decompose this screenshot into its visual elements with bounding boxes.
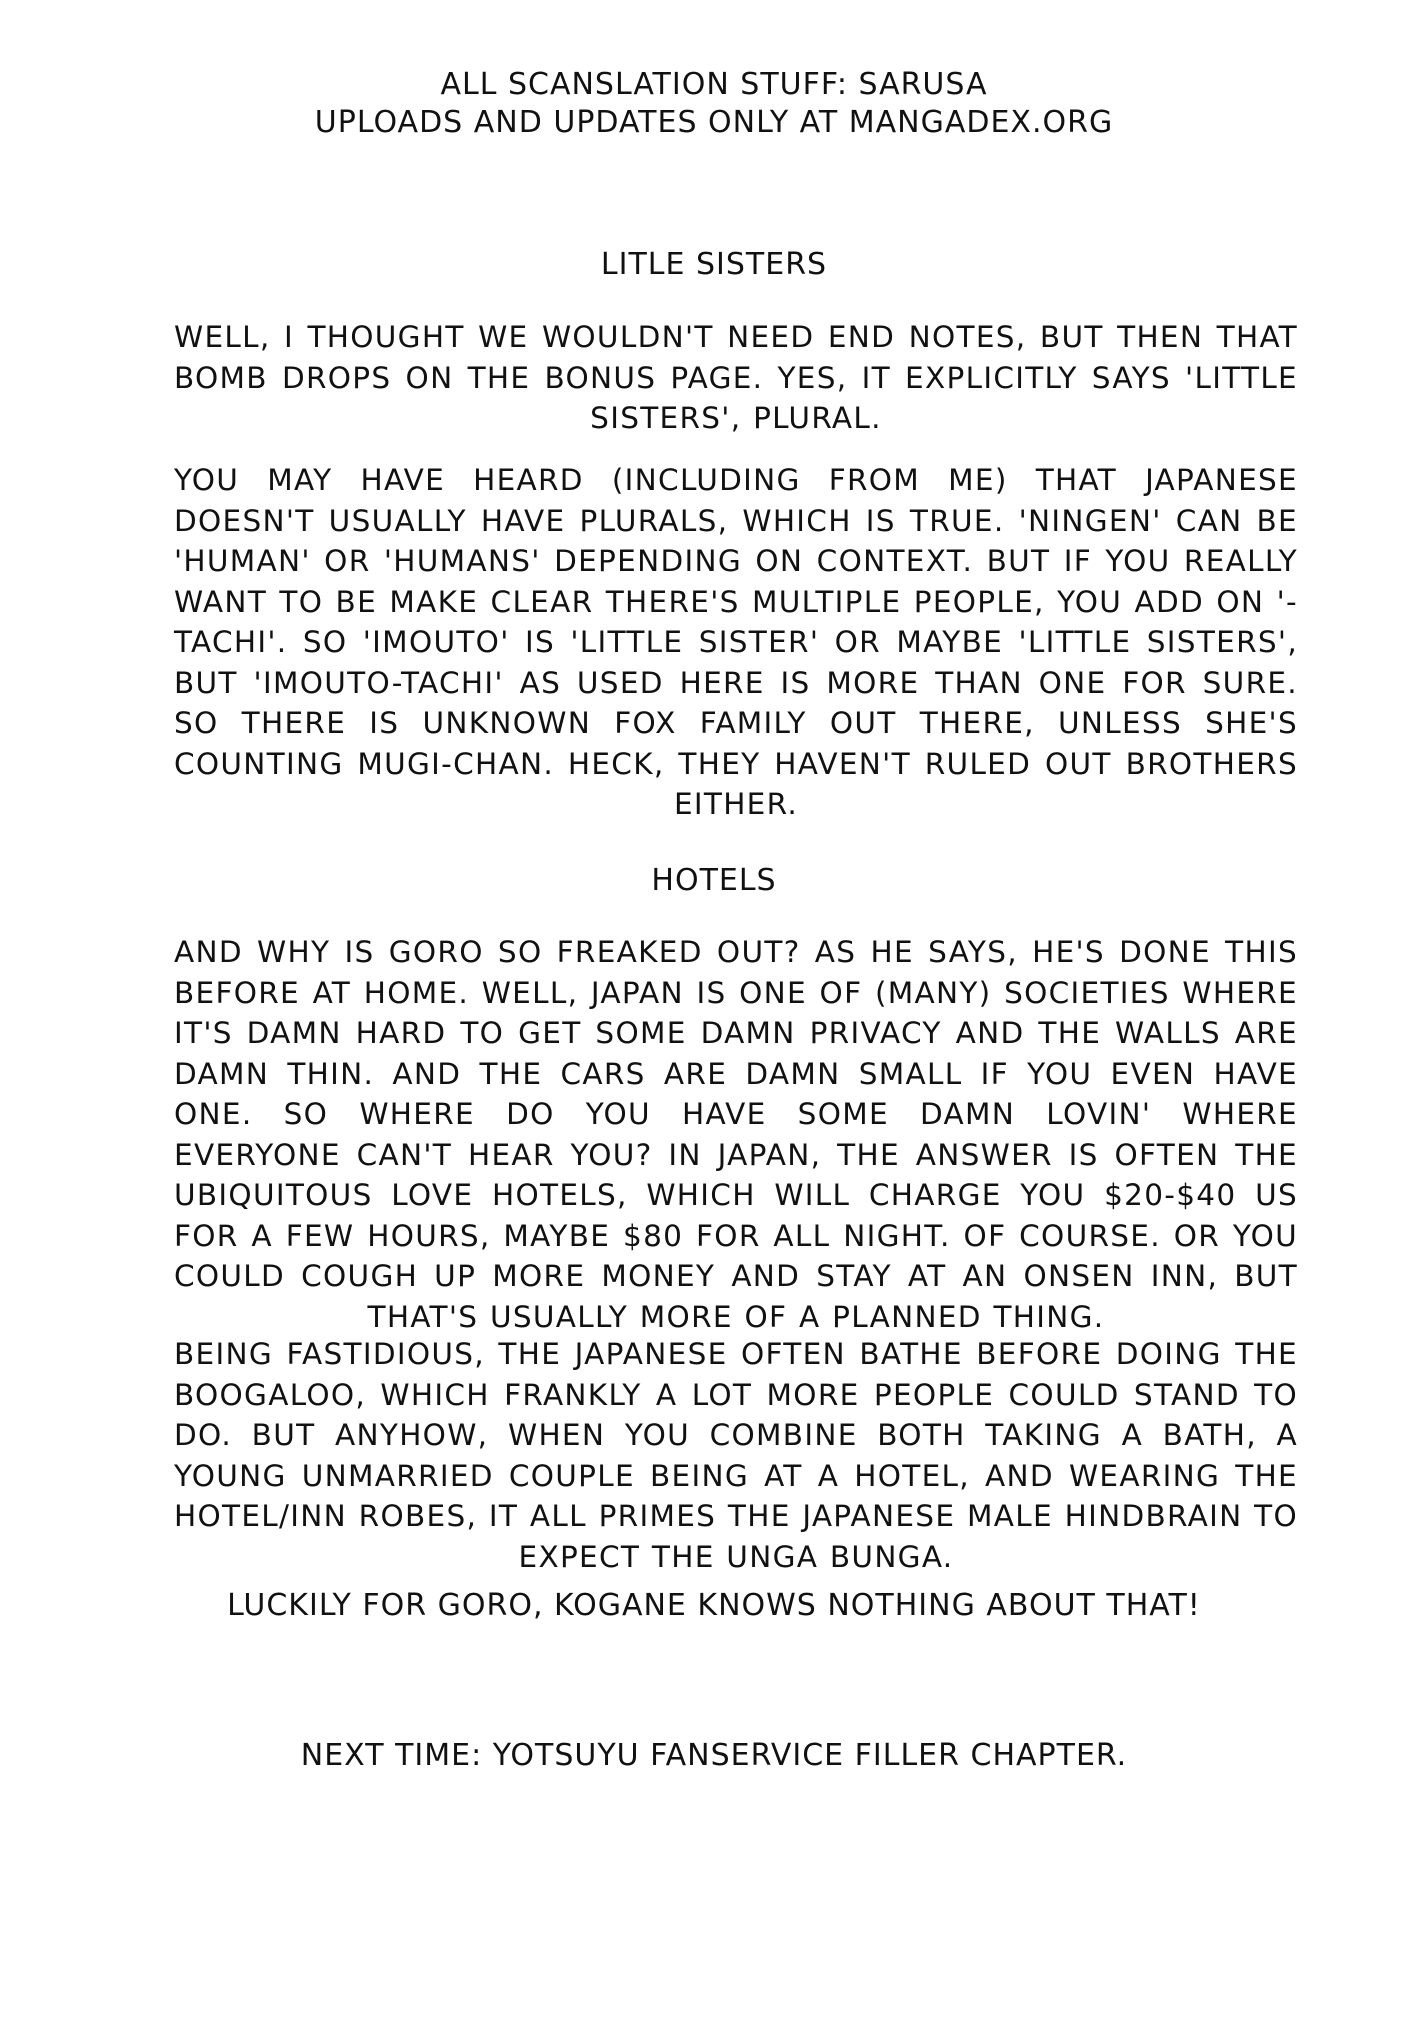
paragraph-text: YOU MAY HAVE HEARD (INCLUDING FROM ME) THAT JAPANESE DOESN'T USUALLY HAVE PLURALS, WHICH IS TRUE. 'NINGEN' CAN BE 'HUMAN' OR 'HUMANS' DEPENDING ON CONTEXT. BUT IF YOU REALLY WANT TO BE MAKE CLEAR THERE'S MULTIPLE PEOPLE, YOU ADD ON '-TACHI'. SO 'IMOUTO' IS 'LITTLE SISTER' OR MAYBE 'LITTLE SISTERS', BUT 'IMOUTO-TACHI' AS USED HERE IS MORE THAN ONE FOR SURE. SO THERE IS UNKNOWN FOX FAMILY OUT THERE, UNLESS SHE'S COUNTING MUGI-CHAN. HECK, THEY HAVEN'T RULED OUT BROTHERS EITHER. <box>174 463 1298 821</box>
paragraph-text: AND WHY IS GORO SO FREAKED OUT? AS HE SAYS, HE'S DONE THIS BEFORE AT HOME. WELL, JAPAN IS ONE OF (MANY) SOCIETIES WHERE IT'S DAMN HARD TO GET SOME DAMN PRIVACY AND THE WALLS ARE DAMN THIN. AND THE CARS ARE DAMN SMALL IF YOU EVEN HAVE ONE. SO WHERE DO YOU HAVE SOME DAMN LOVIN' WHERE EVERYONE CAN'T HEAR YOU? IN JAPAN, THE ANSWER IS OFTEN THE UBIQUITOUS LOVE HOTELS, WHICH WILL CHARGE YOU $20-$40 US FOR A FEW HOURS, MAYBE $80 FOR ALL NIGHT. OF COURSE. OR YOU COULD COUGH UP MORE MONEY AND STAY AT AN ONSEN INN, BUT THAT'S USUALLY MORE OF A PLANNED THING. <box>174 935 1298 1334</box>
credits-line: ALL SCANSLATION STUFF: SARUSA <box>440 67 988 102</box>
closing-line: LUCKILY FOR GORO, KOGANE KNOWS NOTHING ABOUT THAT! <box>227 1588 1201 1623</box>
paragraph-love-hotels <box>174 932 1298 1337</box>
paragraph-text: WELL, I THOUGHT WE WOULDN'T NEED END NOTES, BUT THEN THAT BOMB DROPS ON THE BONUS PAGE. YES, IT EXPLICITLY SAYS 'LITTLE SISTERS', PLURAL. <box>174 320 1298 435</box>
section-heading-hotels: HOTELS <box>651 863 777 898</box>
next-time-line: NEXT TIME: YOTSUYU FANSERVICE FILLER CHAPTER. <box>300 1738 1128 1773</box>
paragraph-bathing <box>174 1334 1298 1577</box>
section-heading-little-sisters: LITLE SISTERS <box>600 247 828 282</box>
uploads-line: UPLOADS AND UPDATES ONLY AT MANGADEX.ORG <box>314 105 1114 140</box>
paragraph-plurals <box>174 460 1298 825</box>
paragraph-bonus-page <box>174 317 1298 439</box>
paragraph-text: BEING FASTIDIOUS, THE JAPANESE OFTEN BATHE BEFORE DOING THE BOOGALOO, WHICH FRANKLY A LOT MORE PEOPLE COULD STAND TO DO. BUT ANYHOW, WHEN YOU COMBINE BOTH TAKING A BATH, A YOUNG UNMARRIED COUPLE BEING AT A HOTEL, AND WEARING THE HOTEL/INN ROBES, IT ALL PRIMES THE JAPANESE MALE HINDBRAIN TO EXPECT THE UNGA BUNGA. <box>174 1337 1298 1574</box>
